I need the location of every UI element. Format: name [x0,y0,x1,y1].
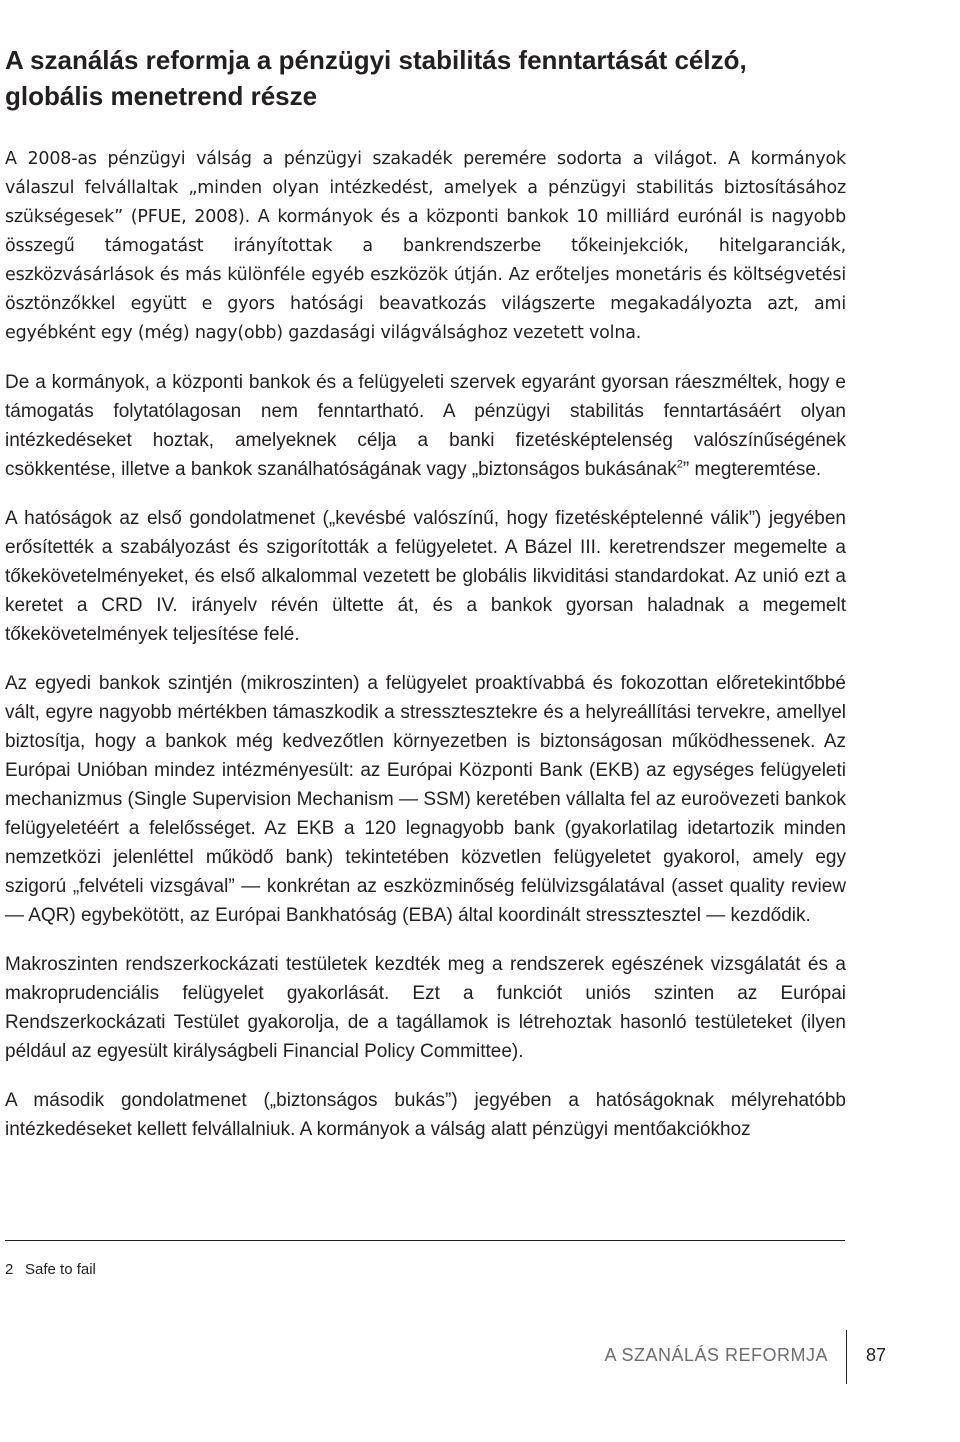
paragraph-1: A 2008-as pénzügyi válság a pénzügyi szakadék peremére sodorta a világot. A kormányok válaszul felvállaltak „minden olyan intézkedést, amelyek a pénzügyi stabilitás biztosításához szükségesek” (PFUE, 2008). A kormányok és a központi bankok 10 milliárd eurónál is nagyobb összegű támogatást irányítottak a bankrendszerbe tőkeinjekciók, hitelgaranciák, eszközvásárlások és más különféle egyéb eszközök útján. Az erőteljes monetáris és költségvetési ösztönzőkkel együtt e gyors hatósági beavatkozás világszerte megakadályozta azt, ami egyébként egy (még) nagy(obb) gazdasági világválsághoz vezetett volna. [5,149,846,343]
footnote-number: 2 [5,1261,14,1278]
footnote-reference[interactable]: 2 [676,458,683,471]
footnote [5,1260,96,1280]
paragraph-4: Az egyedi bankok szintjén (mikroszinten) a felügyelet proaktívabbá és fokozottan előretekintőbbé vált, egyre nagyobb mértékben támaszkodik a stressztesztekre és a helyreállítási tervekre, amellyel biztosítja, hogy a bankok még kedvezőtlen környezetben is biztonságosan működhessenek. Az Európai Unióban mindez intézményesült: az Európai Központi Bank (EKB) az egységes felügyeleti mechanizmus (Single Supervision Mechanism — SSM) keretében vállalta fel az euroövezeti bankok felügyeletéért a felelősséget. Az EKB a 120 legnagyobb bank (gyakorlatilag idetartozik minden nemzetközi jelenléttel működő bank) tekintetében közvetlen felügyeletet gyakorol, amely egy szigorú „felvételi vizsgával” — konkrétan az eszközminőség felülvizsgálatával (asset quality review — AQR) egybekötött, az Európai Bankhatóság (EBA) által koordinált stressztesztel — kezdődik. [5,673,846,926]
body-text [5,145,846,1164]
paragraph-2 [5,368,846,484]
paragraph-6: A második gondolatmenet („biztonságos bukás”) jegyében a hatóságoknak mélyrehatóbb intézkedéseket kellett felvállalniuk. A kormányok a válság alatt pénzügyi mentőakciókhoz [5,1090,846,1140]
paragraph-2-end: ” megteremtése. [682,459,822,480]
page-number: 87 [866,1345,887,1365]
footer-divider [846,1330,847,1384]
paragraph-3: A hatóságok az első gondolatmenet („kevésbé valószínű, hogy fizetésképtelenné válik”) jegyében erősítették a szabályozást és szigorították a felügyeletet. A Bázel III. keretrendszer megemelte a tőkekövetelményeket, és első alkalommal vezetett be globális likviditási standardokat. Az unió ezt a keretet a CRD IV. irányelv révén ültette át, és a bankok gyorsan haladnak a megemelt tőkekövetelmények teljesítése felé. [5,508,846,645]
footnote-divider [5,1240,845,1241]
paragraph-5: Makroszinten rendszerkockázati testületek kezdték meg a rendszerek egészének vizsgálatát és a makroprudenciális felügyelet gyakorlását. Ezt a funkciót uniós szinten az Európai Rendszerkockázati Testület gyakorolja, de a tagállamok is létrehoztak hasonló testületeket (ilyen például az egyesült királyságbeli Financial Policy Committee). [5,954,846,1062]
footnote-text: Safe to fail [25,1261,96,1278]
running-footer-title: A SZANÁLÁS REFORMJA [604,1345,828,1365]
page-title: A szanálás reformja a pénzügyi stabilitás fenntartását célzó, globális menetrend része [5,45,747,111]
paragraph-2-text: De a kormányok, a központi bankok és a felügyeleti szervek egyaránt gyorsan ráeszméltek, hogy e támogatás folytatólagosan nem fenntartható. A pénzügyi stabilitás fenntartásáért olyan intézkedéseket hoztak, amelyeknek célja a banki fizetésképtelenség valószínűségének csökkentése, illetve a bankok szanálhatóságának vagy „biztonságos bukásának [5,372,846,480]
